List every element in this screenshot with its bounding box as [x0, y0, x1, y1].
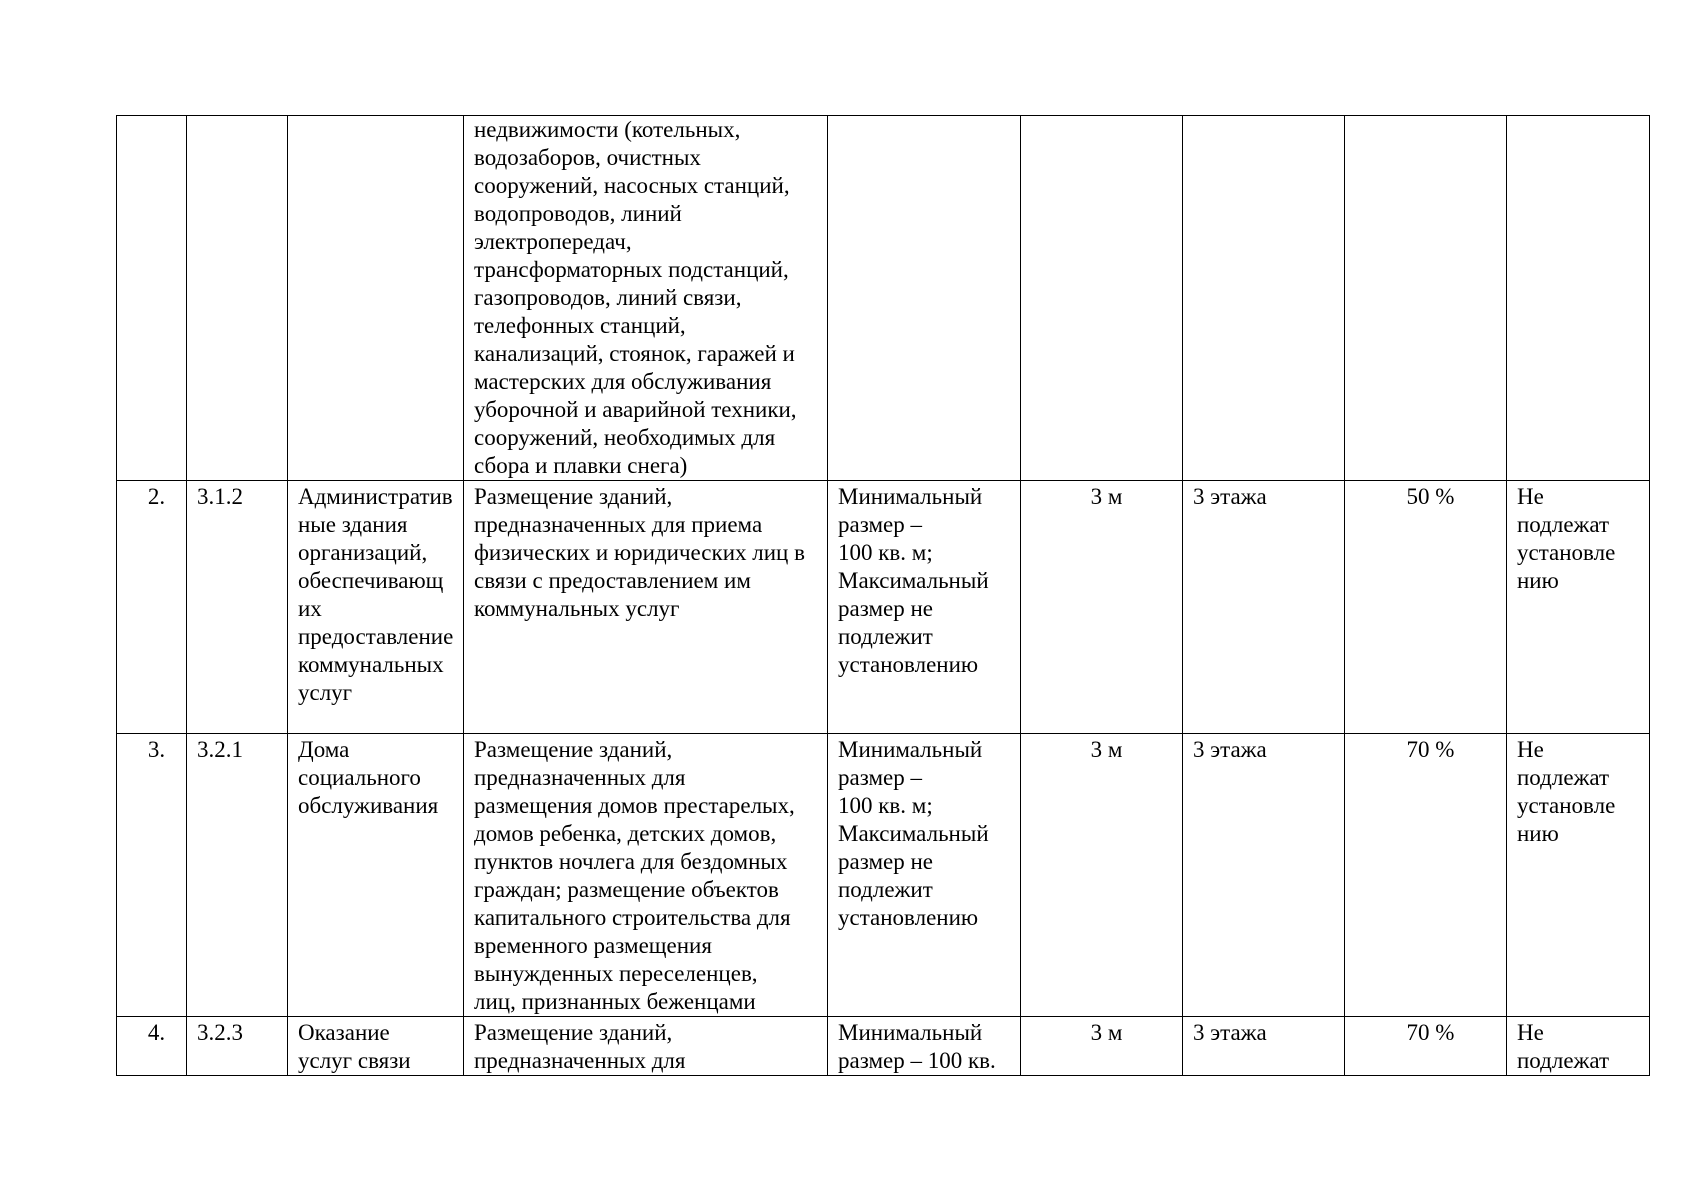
- use-description-cell: Размещение зданий, предназначенных для размещения домов престарелых, домов ребенка, детских домов, пунктов ночлега для бездомных граждан; размещение объектов капитального строительства для временного размещения вынужденных переселенцев, лиц, признанных беженцами: [464, 734, 828, 1017]
- zoning-regulations-table: [116, 115, 1650, 1076]
- floors-cell: 3 этажа: [1183, 734, 1345, 1017]
- other-params-cell: Не подлежат: [1507, 1017, 1650, 1076]
- use-name-cell: Оказание услуг связи: [288, 1017, 464, 1076]
- setback-cell: [1021, 116, 1183, 481]
- other-params-cell: Не подлежат установле нию: [1507, 481, 1650, 734]
- coverage-cell: 70 %: [1345, 734, 1507, 1017]
- use-code-cell: 3.2.3: [187, 1017, 288, 1076]
- table-row: [117, 734, 1650, 1017]
- coverage-cell: [1345, 116, 1507, 481]
- use-code-cell: [187, 116, 288, 481]
- row-number-cell: 3.: [117, 734, 187, 1017]
- use-code-cell: 3.2.1: [187, 734, 288, 1017]
- setback-cell: 3 м: [1021, 481, 1183, 734]
- use-description-cell: Размещение зданий, предназначенных для приема физических и юридических лиц в связи с предоставлением им коммунальных услуг: [464, 481, 828, 734]
- coverage-cell: 50 %: [1345, 481, 1507, 734]
- setback-cell: 3 м: [1021, 1017, 1183, 1076]
- setback-cell: 3 м: [1021, 734, 1183, 1017]
- use-name-cell: [288, 116, 464, 481]
- floors-cell: 3 этажа: [1183, 1017, 1345, 1076]
- plot-size-cell: [828, 116, 1021, 481]
- row-number-cell: [117, 116, 187, 481]
- row-number-cell: 4.: [117, 1017, 187, 1076]
- floors-cell: 3 этажа: [1183, 481, 1345, 734]
- other-params-cell: Не подлежат установле нию: [1507, 734, 1650, 1017]
- use-name-cell: Административ ные здания организаций, обеспечивающ их предоставление коммунальных услуг: [288, 481, 464, 734]
- other-params-cell: [1507, 116, 1650, 481]
- use-description-cell: Размещение зданий, предназначенных для: [464, 1017, 828, 1076]
- floors-cell: [1183, 116, 1345, 481]
- plot-size-cell: Минимальный размер – 100 кв.: [828, 1017, 1021, 1076]
- row-number-cell: 2.: [117, 481, 187, 734]
- use-description-cell: недвижимости (котельных, водозаборов, очистных сооружений, насосных станций, водопроводов, линий электропередач, трансформаторных подстанций, газопроводов, линий связи, телефонных станций, канализаций, стоянок, гаражей и мастерских для обслуживания уборочной и аварийной техники, сооружений, необходимых для сбора и плавки снега): [464, 116, 828, 481]
- coverage-cell: 70 %: [1345, 1017, 1507, 1076]
- plot-size-cell: Минимальный размер – 100 кв. м; Максимальный размер не подлежит установлению: [828, 734, 1021, 1017]
- table-row: [117, 481, 1650, 734]
- table-row: [117, 1017, 1650, 1076]
- table-row: [117, 116, 1650, 481]
- use-code-cell: 3.1.2: [187, 481, 288, 734]
- plot-size-cell: Минимальный размер – 100 кв. м; Максимальный размер не подлежит установлению: [828, 481, 1021, 734]
- use-name-cell: Дома социального обслуживания: [288, 734, 464, 1017]
